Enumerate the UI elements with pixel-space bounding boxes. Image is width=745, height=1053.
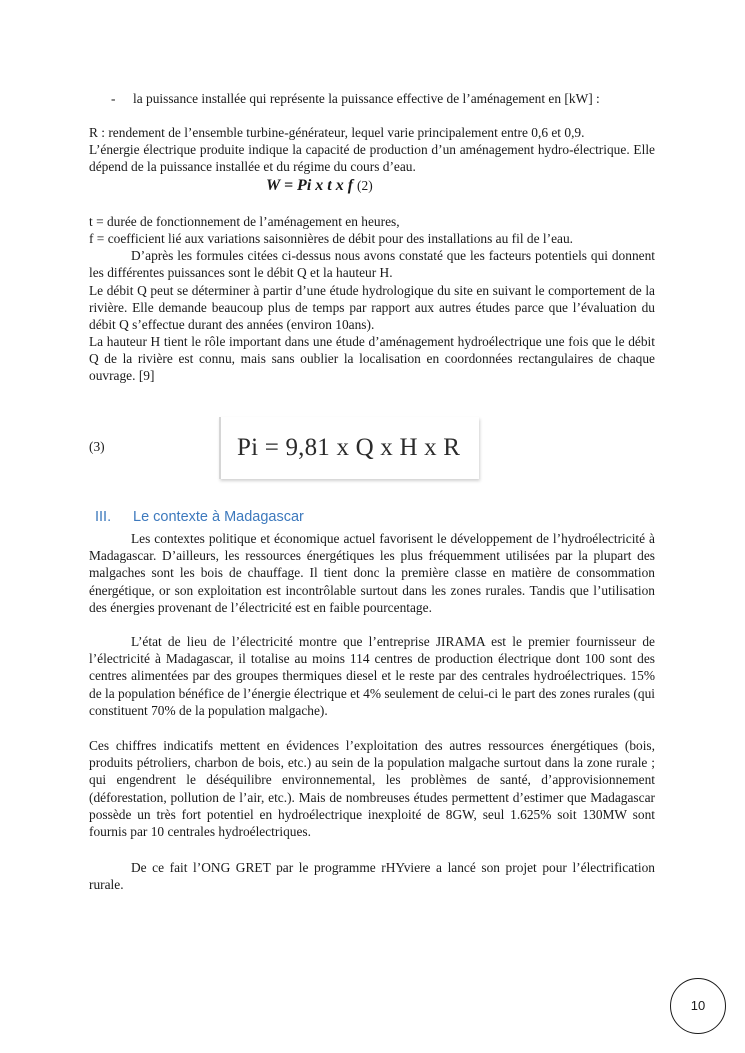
paragraph-chiffres: Ces chiffres indicatifs mettent en évidences l’exploitation des autres ressources énergétiques (bois, produits pétroliers, charbon de bois, etc.) au sein de la population malgache surtout dans la zone rurale ; qui engendrent le déséquilibre environnemental, les problèmes de santé, d’approvisionnement (déforestation, pollution de l’air, etc.). Mais de nombreuses études permettent d’estimer que Madagascar possède un très fort potentiel en hydroélectrique inexploité de 8GW, seul 1.625% soit 130MW sont fournis par 10 centrales hydroélectriques. (89, 738, 655, 840)
paragraph-facteurs: D’après les formules citées ci-dessus nous avons constaté que les facteurs potentiels qui donnent les différentes puissances sont le débit Q et la hauteur H. (89, 248, 655, 281)
paragraph-definition-t: t = durée de fonctionnement de l’aménagement en heures, (89, 214, 400, 229)
bullet-text-puissance: la puissance installée qui représente la puissance effective de l’aménagement en [kW] : (133, 91, 600, 106)
paragraph-debit: Le débit Q peut se déterminer à partir d’une étude hydrologique du site en suivant le comportement de la rivière. Elle demande beaucoup plus de temps par rapport aux autres études parce que l’évaluation du débit Q s’effectue durant des années (environ 10ans). (89, 283, 655, 333)
formula-energy-expression: W = Pi x t x f (266, 177, 354, 194)
paragraph-gret: De ce fait l’ONG GRET par le programme rHYviere a lancé son projet pour l’électrification rurale. (89, 860, 655, 893)
formula-power-image (219, 417, 479, 479)
section-number: III. (95, 509, 112, 525)
list-bullet: - (111, 91, 116, 106)
formula-power-expression: Pi = 9,81 x Q x H x R (237, 434, 461, 462)
paragraph-rendement: R : rendement de l’ensemble turbine-générateur, lequel varie principalement entre 0,6 et 0,9. (89, 125, 585, 140)
formula-energy-number: (2) (357, 178, 373, 193)
paragraph-jirama: L’état de lieu de l’électricité montre que l’entreprise JIRAMA est le premier fournisseur de l’électricité à Madagascar, il totalise au moins 114 centres de production électrique dont 100 sont des centres alimentées par des groupes thermiques diesel et le reste par des centrales hydroélectriques. 15% de la population bénéfice de l’énergie électrique et 4% seulement de celui-ci le part des zones rurales (qui constituent 70% de la population malgache). (89, 634, 656, 718)
page-number-badge (670, 978, 726, 1034)
section-title: Le contexte à Madagascar (133, 509, 304, 525)
paragraph-definition-f: f = coefficient lié aux variations saisonnières de débit pour des installations au fil de l’eau. (89, 231, 574, 246)
formula-energy (266, 177, 373, 194)
paragraph-hauteur: La hauteur H tient le rôle important dans une étude d’aménagement hydroélectrique une fois que le débit Q de la rivière est connu, mais sans oublier la localisation en coordonnées rectangulaires de chaque ouvrage. [9] (89, 334, 655, 384)
page-number: 10 (690, 998, 706, 1014)
paragraph-energie: L’énergie électrique produite indique la capacité de production d’un aménagement hydro-électrique. Elle dépend de la puissance installée et du régime du cours d’eau. (89, 142, 655, 175)
section-heading (95, 509, 304, 526)
formula-power-label: (3) (89, 439, 105, 454)
paragraph-contextes: Les contextes politique et économique actuel favorisent le développement de l’hydroélectricité à Madagascar. D’ailleurs, les ressources énergétiques les plus fréquemment utilisées par la plupart des malgaches sont les bois de chauffage. Il tient donc la première classe en matière de consommation énergétique, or son exploitation est incontrôlable surtout dans les zones rurales. Tandis que l’utilisation des énergies provenant de l’électricité est en faible pourcentage. (89, 531, 655, 615)
